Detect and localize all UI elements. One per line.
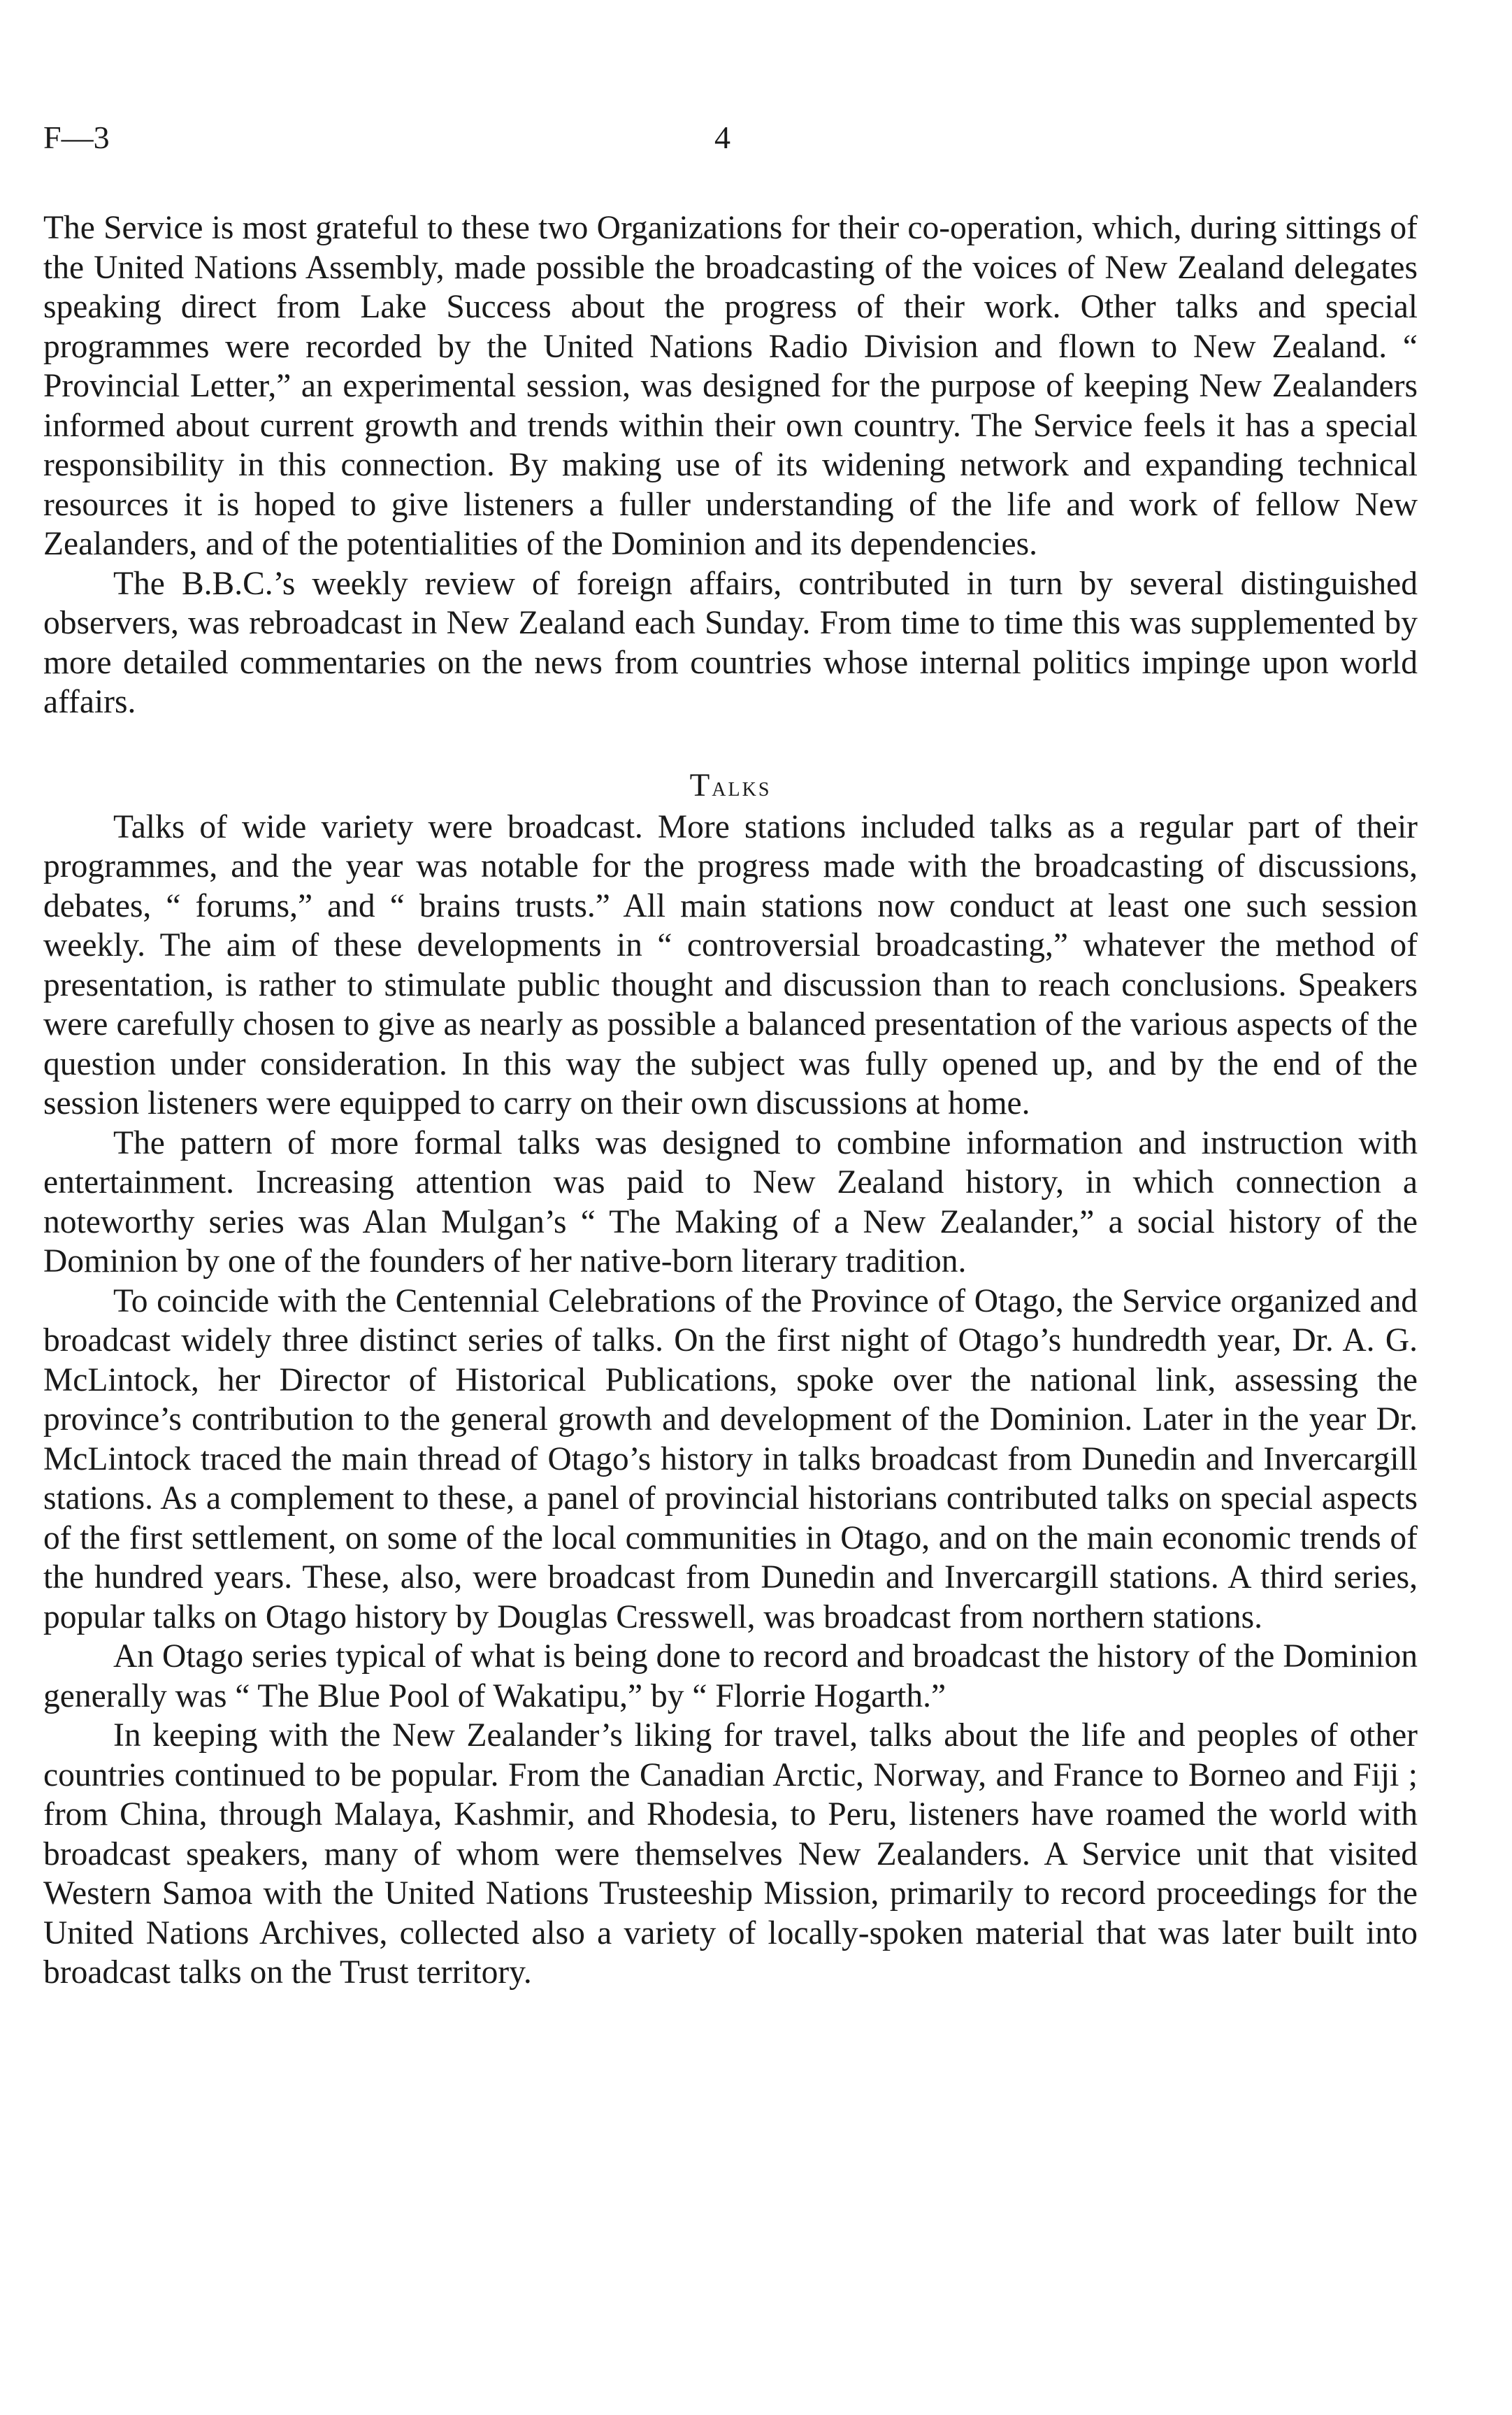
paragraph-intro-2: The B.B.C.’s weekly review of foreign affairs, contributed in turn by several distinguished observers, was rebroadcast in New Zealand each Sunday. From time to time this was supplemented by more detailed commentaries on the news from countries whose internal politics impinge upon world affairs. [43,565,1418,720]
paragraph-talks-1: Talks of wide variety were broadcast. More stations included talks as a regular part of their programmes, and the year was notable for the progress made with the broadcasting of discussions, debates, “ forums,” and “ brains trusts.” All main stations now conduct at least one such session weekly. The aim of these developments in “ controversial broadcasting,” whatever the method of presentation, is rather to stimulate public thought and discussion than to reach conclusions. Speakers were carefully chosen to give as nearly as possible a balanced presentation of the various aspects of the question under consideration. In this way the subject was fully opened up, and by the end of the session listeners were equipped to carry on their own discussions at home. [43,808,1418,1121]
paragraph-talks-5: In keeping with the New Zealander’s liking for travel, talks about the life and peoples of other countries continued to be popular. From the Canadian Arctic, Norway, and France to Borneo and Fiji ; from China, through Malaya, Kashmir, and Rhodesia, to Peru, listeners have roamed the world with broadcast speakers, many of whom were themselves New Zealanders. A Service unit that visited Western Samoa with the United Nations Trusteeship Mission, primarily to record proceedings for the United Nations Archives, collected also a variety of locally-spoken material that was later built into broadcast talks on the Trust territory. [43,1717,1418,1991]
page-header [43,119,1512,161]
body-text [43,208,1418,1993]
section-heading-talks: Talks [689,766,772,803]
page-number: 4 [714,120,730,155]
paragraph-talks-4: An Otago series typical of what is being done to record and broadcast the history of the Dominion generally was “ The Blue Pool of Wakatipu,” by “ Florrie Hogarth.” [43,1638,1418,1714]
document-code: F—3 [43,120,110,155]
paragraph-talks-3: To coincide with the Centennial Celebrations of the Province of Otago, the Service organized and broadcast widely three distinct series of talks. On the first night of Otago’s hundredth year, Dr. A. G. McLintock, her Director of Historical Publications, spoke over the national link, assessing the province’s contribution to the general growth and development of the Dominion. Later in the year Dr. McLintock traced the main thread of Otago’s history in talks broadcast from Dunedin and Invercargill stations. As a complement to these, a panel of provincial historians contributed talks on special aspects of the first settlement, on some of the local communities in Otago, and on the main economic trends of the hundred years. These, also, were broadcast from Dunedin and Invercargill stations. A third series, popular talks on Otago history by Douglas Cresswell, was broadcast from northern stations. [43,1282,1418,1635]
paragraph-intro-1: The Service is most grateful to these two Organizations for their co-operation, which, during sittings of the United Nations Assembly, made possible the broadcasting of the voices of New Zealand delegates speaking direct from Lake Success about the progress of their work. Other talks and special programmes were recorded by the United Nations Radio Division and flown to New Zealand. “ Provincial Letter,” an experimental session, was designed for the purpose of keeping New Zealanders informed about current growth and trends within their own country. The Service feels it has a special responsibility in this connection. By making use of its widening network and expanding technical resources it is hoped to give listeners a fuller understanding of the life and work of fellow New Zealanders, and of the potentialities of the Dominion and its dependencies. [43,210,1418,562]
paragraph-talks-2: The pattern of more formal talks was designed to combine information and instruction with entertainment. Increasing attention was paid to New Zealand history, in which connection a noteworthy series was Alan Mulgan’s “ The Making of a New Zealander,” a social history of the Dominion by one of the founders of her native-born literary tradition. [43,1124,1418,1280]
